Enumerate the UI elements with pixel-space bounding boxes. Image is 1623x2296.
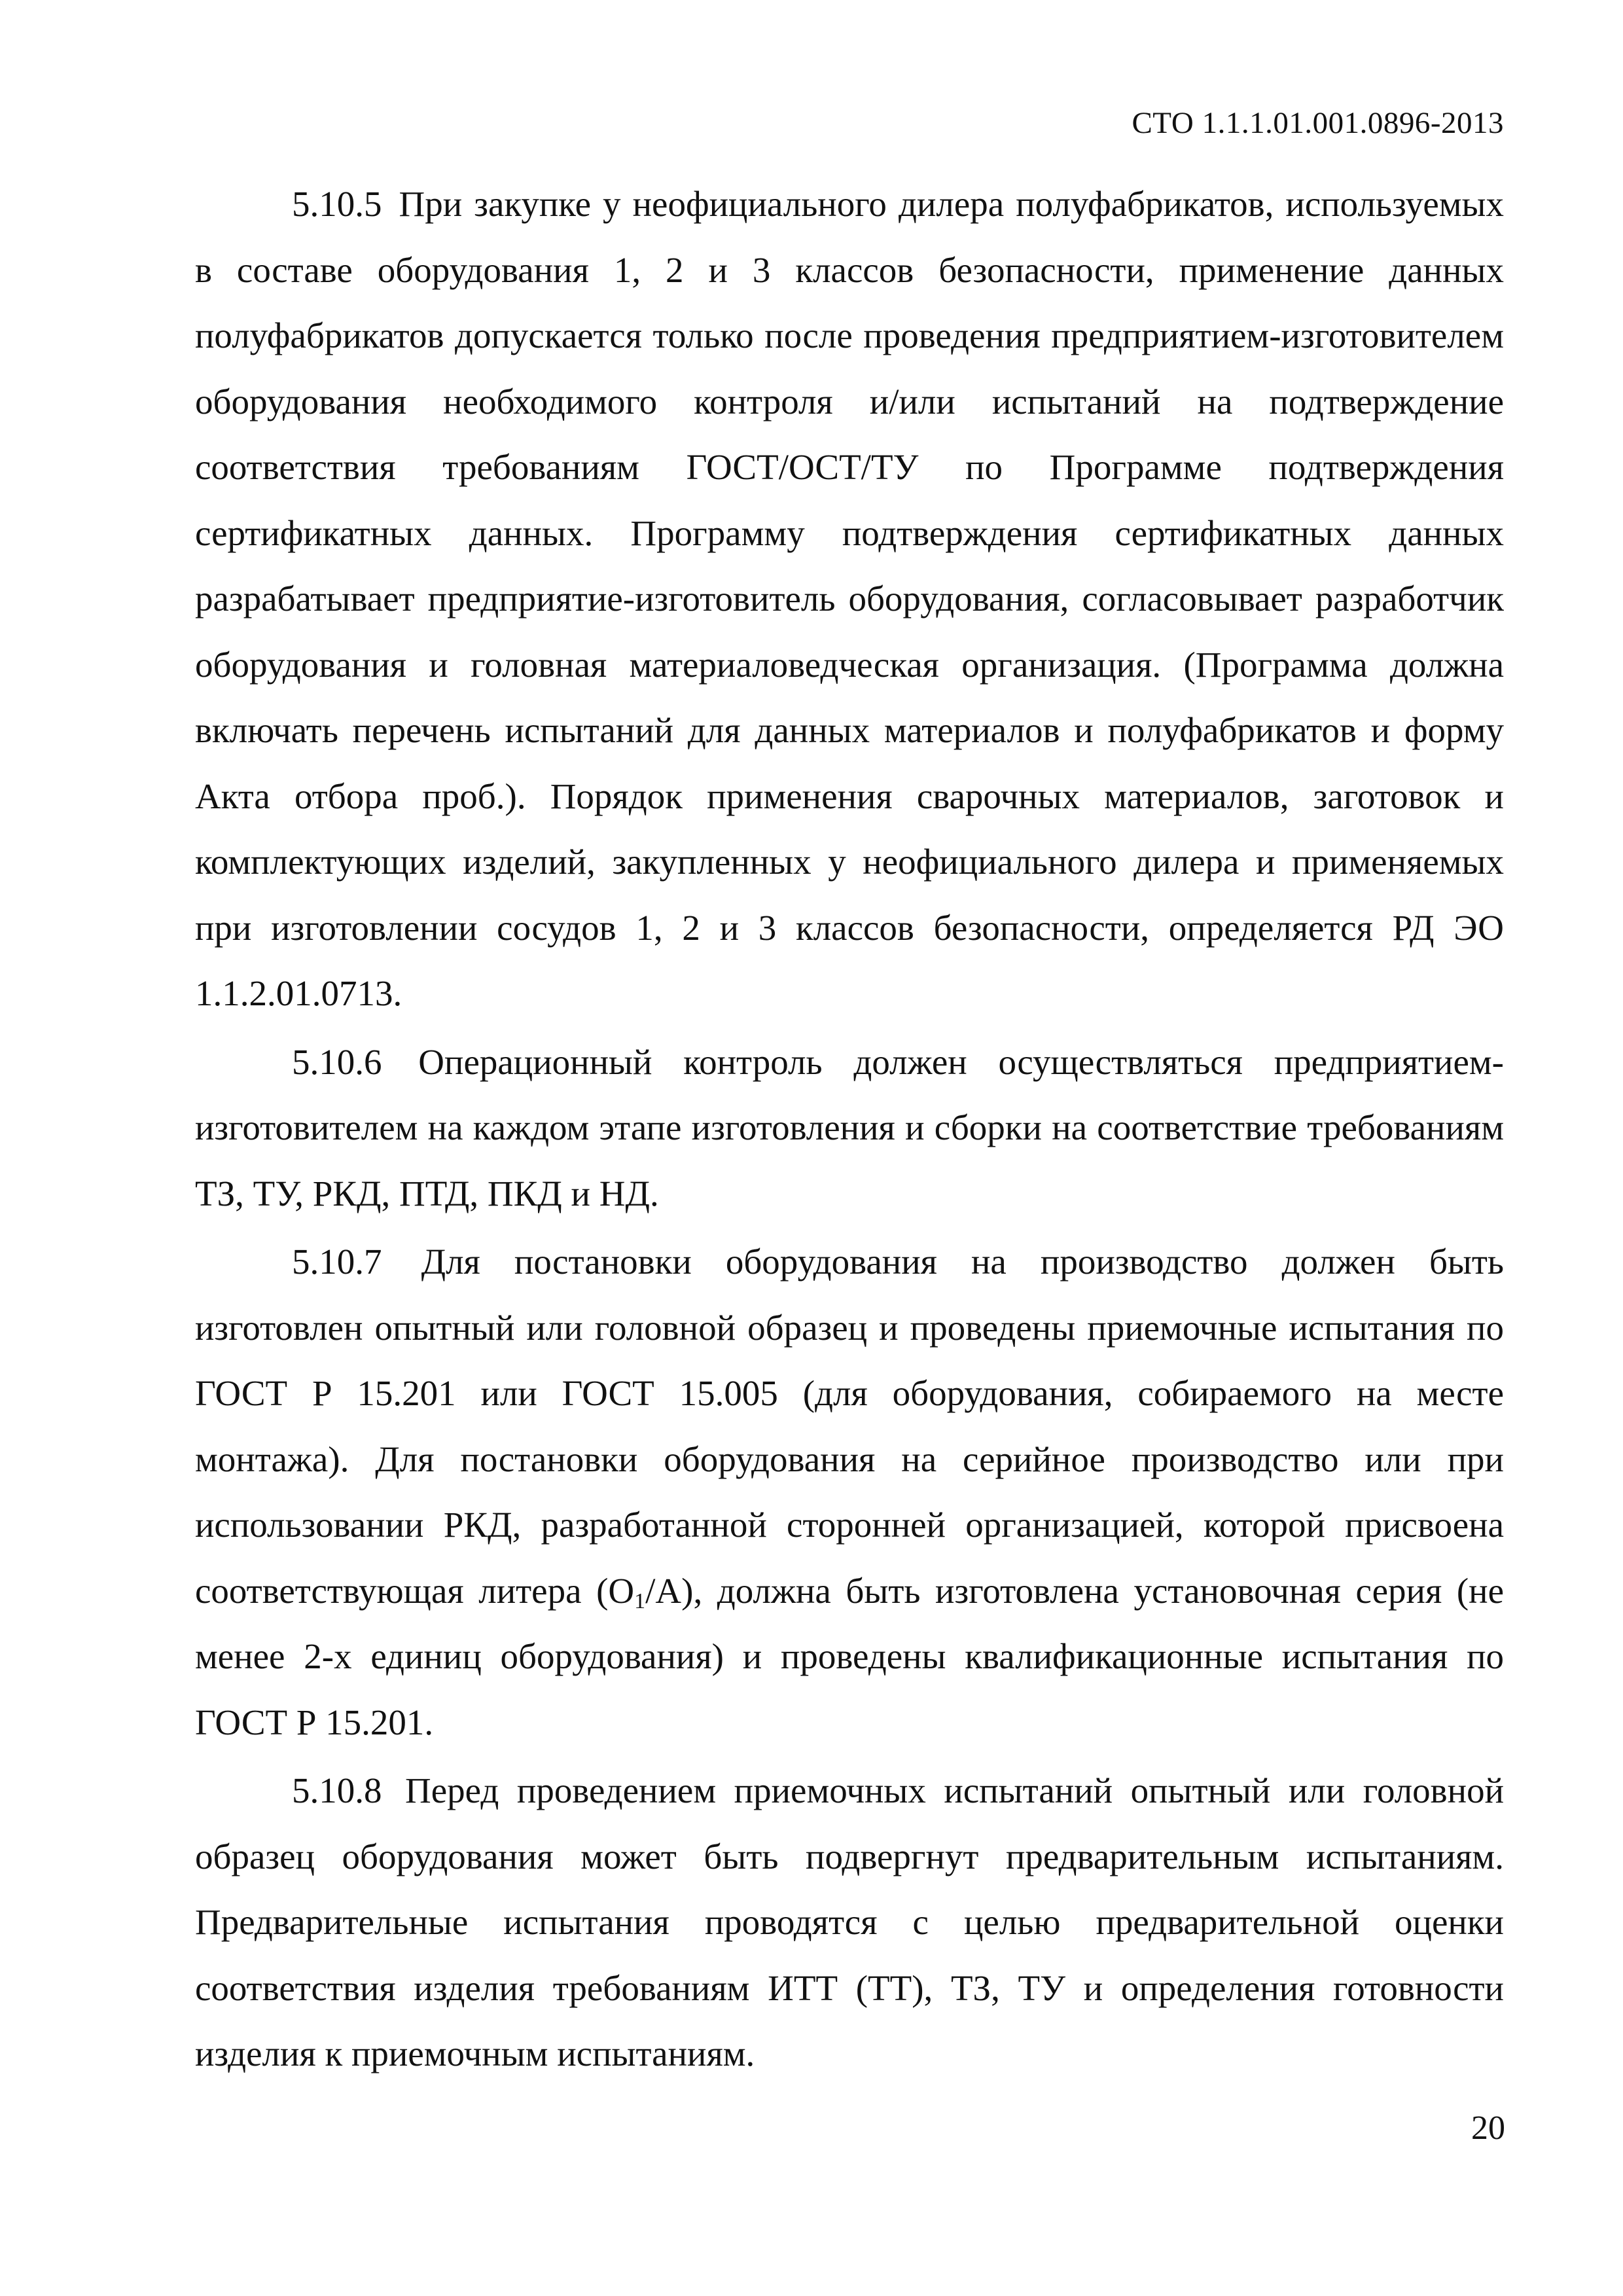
- section-text-part-1: Для постановки оборудования на производство должен быть изготовлен опытный или головной образец и проведены приемочные испытания по ГОСТ Р 15.201 или ГОСТ 15.005 (для оборудования, собираемого на месте монтажа). Для постановки оборудования на серийное производство или при использовании РКД, разработанной сторонней организацией, которой присвоена соответствующая литера (О: [195, 1242, 1504, 1611]
- section-text: Операционный контроль должен осуществляться предприятием-изготовителем на каждом этапе изготовления и сборки на соответствие требованиям ТЗ, ТУ, РКД, ПТД, ПКД и НД.: [195, 1041, 1504, 1213]
- section-5-10-5: [195, 171, 1504, 1027]
- section-number: 5.10.6: [292, 1041, 382, 1082]
- section-number: 5.10.5: [292, 184, 382, 224]
- section-text-part-2: /А), должна быть изготовлена установочная серия (не менее 2-х единиц оборудования) и проведены квалификационные испытания по ГОСТ Р 15.201.: [195, 1570, 1504, 1742]
- section-text: При закупке у неофициального дилера полуфабрикатов, используемых в составе оборудования 1, 2 и 3 классов безопасности, применение данных полуфабрикатов допускается только после проведения предприятием-изготовителем оборудования необходимого контроля и/или испытаний на подтверждение соответствия требованиям ГОСТ/ОСТ/ТУ по Программе подтверждения сертификатных данных. Программу подтверждения сертификатных данных разрабатывает предприятие-изготовитель оборудования, согласовывает разработчик оборудования и головная материаловедческая организация. (Программа должна включать перечень испытаний для данных материалов и полуфабрикатов и форму Акта отбора проб.). Порядок применения сварочных материалов, заготовок и комплектующих изделий, закупленных у неофициального дилера и применяемых при изготовлении сосудов 1, 2 и 3 классов безопасности, определяется РД ЭО 1.1.2.01.0713.: [195, 184, 1505, 1013]
- section-number: 5.10.8: [292, 1770, 382, 1810]
- section-text: Перед проведением приемочных испытаний опытный или головной образец оборудования может быть подвергнут предварительным испытаниям. Предварительные испытания проводятся с целью предварительной оценки соответствия изделия требованиям ИТТ (ТТ), ТЗ, ТУ и определения готовности изделия к приемочным испытаниям.: [195, 1770, 1504, 2073]
- document-body: [195, 171, 1504, 2090]
- section-5-10-8: [195, 1758, 1504, 2087]
- section-5-10-6: [195, 1030, 1504, 1227]
- page-number: 20: [1471, 2109, 1505, 2147]
- section-number: 5.10.7: [292, 1242, 382, 1282]
- document-code-header: СТО 1.1.1.01.001.0896-2013: [1132, 106, 1504, 140]
- section-5-10-7: [195, 1229, 1504, 1755]
- subscript-one: 1: [634, 1588, 646, 1613]
